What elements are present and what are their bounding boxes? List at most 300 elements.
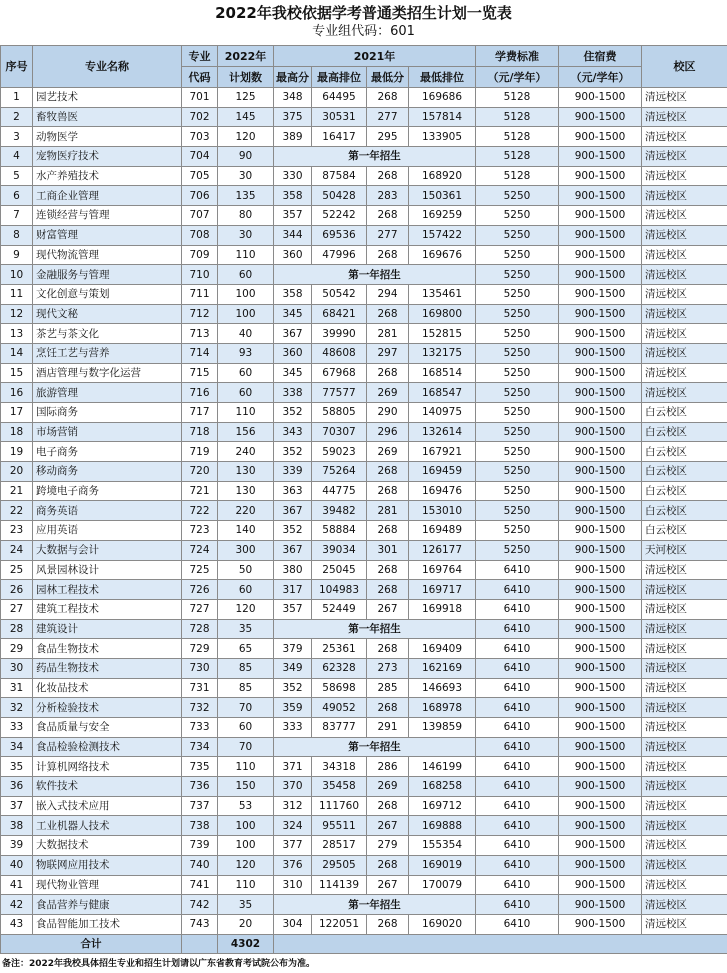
cell-seq: 4 [1,147,33,167]
cell-min-rank: 169259 [409,206,476,226]
cell-plan: 60 [218,580,274,600]
cell-seq: 21 [1,481,33,501]
cell-code: 712 [182,304,218,324]
cell-max-rank: 111760 [312,796,367,816]
cell-max-rank: 59023 [312,442,367,462]
cell-plan: 80 [218,206,274,226]
cell-tuition: 6410 [476,658,559,678]
cell-min-rank: 168514 [409,363,476,383]
table-row [1,855,727,875]
cell-max-score: 324 [274,816,312,836]
cell-plan: 300 [218,540,274,560]
cell-min-rank: 169489 [409,521,476,541]
cell-seq: 6 [1,186,33,206]
cell-campus: 清远校区 [642,560,727,580]
cell-tuition: 6410 [476,560,559,580]
cell-dorm: 900-1500 [559,88,642,108]
cell-max-rank: 44775 [312,481,367,501]
cell-min-score: 268 [367,462,409,482]
cell-plan: 145 [218,107,274,127]
cell-max-rank: 52242 [312,206,367,226]
cell-dorm: 900-1500 [559,777,642,797]
table-row [1,304,727,324]
cell-dorm: 900-1500 [559,304,642,324]
cell-min-rank: 157814 [409,107,476,127]
header-max-score: 最高分 [274,67,312,88]
cell-tuition: 6410 [476,777,559,797]
cell-dorm: 900-1500 [559,403,642,423]
cell-campus: 天河校区 [642,540,727,560]
cell-min-score: 290 [367,403,409,423]
table-row [1,678,727,698]
cell-code: 735 [182,757,218,777]
cell-plan: 60 [218,718,274,738]
cell-code: 716 [182,383,218,403]
cell-seq: 40 [1,855,33,875]
cell-code: 726 [182,580,218,600]
cell-seq: 12 [1,304,33,324]
cell-seq: 23 [1,521,33,541]
cell-plan: 100 [218,816,274,836]
cell-name: 嵌入式技术应用 [33,796,182,816]
cell-seq: 32 [1,698,33,718]
table-row [1,284,727,304]
cell-min-score: 291 [367,718,409,738]
cell-min-rank: 169020 [409,914,476,934]
cell-tuition: 6410 [476,796,559,816]
cell-campus: 清远校区 [642,777,727,797]
total-value: 4302 [218,934,274,953]
cell-min-score: 269 [367,383,409,403]
cell-max-score: 379 [274,639,312,659]
cell-code: 709 [182,245,218,265]
table-row [1,599,727,619]
cell-tuition: 6410 [476,855,559,875]
header-plan: 2022年 [218,46,274,67]
page-subtitle: 专业组代码：601 [312,24,415,39]
cell-code: 722 [182,501,218,521]
cell-campus: 白云校区 [642,403,727,423]
cell-max-rank: 70307 [312,422,367,442]
cell-name: 烹饪工艺与营养 [33,343,182,363]
cell-tuition: 6410 [476,639,559,659]
cell-name: 宠物医疗技术 [33,147,182,167]
table-row [1,206,727,226]
cell-plan: 240 [218,442,274,462]
cell-campus: 清远校区 [642,186,727,206]
cell-tuition: 5250 [476,462,559,482]
cell-name: 国际商务 [33,403,182,423]
cell-seq: 11 [1,284,33,304]
table-row [1,501,727,521]
table-row [1,521,727,541]
cell-min-rank: 168547 [409,383,476,403]
header-dorm: 住宿费 [559,46,642,67]
cell-code: 729 [182,639,218,659]
cell-max-score: 352 [274,678,312,698]
cell-max-score: 358 [274,186,312,206]
cell-code: 708 [182,225,218,245]
cell-plan: 150 [218,777,274,797]
cell-name: 商务英语 [33,501,182,521]
cell-max-rank: 104983 [312,580,367,600]
cell-max-rank: 16417 [312,127,367,147]
cell-min-rank: 169409 [409,639,476,659]
cell-seq: 38 [1,816,33,836]
cell-min-score: 277 [367,107,409,127]
cell-name: 园林工程技术 [33,580,182,600]
table-body [1,88,727,935]
cell-campus: 清远校区 [642,343,727,363]
cell-tuition: 6410 [476,599,559,619]
cell-name: 分析检验技术 [33,698,182,718]
cell-code: 731 [182,678,218,698]
cell-min-score: 268 [367,914,409,934]
table-row [1,757,727,777]
cell-plan: 100 [218,284,274,304]
cell-plan: 120 [218,127,274,147]
cell-dorm: 900-1500 [559,343,642,363]
cell-min-rank: 168978 [409,698,476,718]
cell-max-score: 344 [274,225,312,245]
cell-code: 702 [182,107,218,127]
cell-min-rank: 132614 [409,422,476,442]
header-name: 专业名称 [33,46,182,88]
cell-name: 食品检验检测技术 [33,737,182,757]
cell-seq: 19 [1,442,33,462]
header-tuition: 学费标准 [476,46,559,67]
cell-dorm: 900-1500 [559,698,642,718]
cell-min-score: 268 [367,166,409,186]
cell-name: 园艺技术 [33,88,182,108]
cell-min-score: 294 [367,284,409,304]
cell-code: 701 [182,88,218,108]
cell-seq: 15 [1,363,33,383]
cell-min-rank: 139859 [409,718,476,738]
cell-max-rank: 122051 [312,914,367,934]
cell-max-rank: 39990 [312,324,367,344]
cell-max-rank: 35458 [312,777,367,797]
table-row [1,639,727,659]
table-row [1,186,727,206]
cell-code: 730 [182,658,218,678]
cell-campus: 清远校区 [642,875,727,895]
cell-tuition: 6410 [476,737,559,757]
cell-max-score: 343 [274,422,312,442]
cell-code: 714 [182,343,218,363]
cell-max-score: 359 [274,698,312,718]
cell-max-score: 389 [274,127,312,147]
cell-max-rank: 25361 [312,639,367,659]
cell-seq: 16 [1,383,33,403]
cell-min-rank: 132175 [409,343,476,363]
cell-code: 710 [182,265,218,285]
header-plan-sub: 计划数 [218,67,274,88]
cell-max-score: 357 [274,599,312,619]
cell-campus: 清远校区 [642,737,727,757]
cell-max-rank: 95511 [312,816,367,836]
cell-min-rank: 169764 [409,560,476,580]
cell-campus: 清远校区 [642,580,727,600]
cell-max-score: 345 [274,363,312,383]
cell-name: 旅游管理 [33,383,182,403]
header-code-sub: 代码 [182,67,218,88]
cell-name: 应用英语 [33,521,182,541]
enrollment-plan-table [0,45,727,954]
cell-max-score: 352 [274,442,312,462]
cell-min-score: 268 [367,560,409,580]
cell-min-rank: 169918 [409,599,476,619]
cell-seq: 26 [1,580,33,600]
cell-campus: 清远校区 [642,324,727,344]
cell-plan: 60 [218,265,274,285]
cell-campus: 清远校区 [642,855,727,875]
cell-campus: 清远校区 [642,757,727,777]
cell-seq: 13 [1,324,33,344]
cell-plan: 93 [218,343,274,363]
cell-min-score: 269 [367,777,409,797]
cell-min-score: 268 [367,363,409,383]
cell-max-rank: 68421 [312,304,367,324]
cell-dorm: 900-1500 [559,895,642,915]
cell-max-score: 304 [274,914,312,934]
cell-dorm: 900-1500 [559,245,642,265]
table-row [1,737,727,757]
table-row [1,895,727,915]
cell-min-score: 267 [367,875,409,895]
cell-max-rank: 77577 [312,383,367,403]
cell-max-rank: 64495 [312,88,367,108]
cell-min-score: 268 [367,855,409,875]
cell-min-rank: 126177 [409,540,476,560]
cell-max-rank: 47996 [312,245,367,265]
header-2021: 2021年 [274,46,476,67]
cell-seq: 14 [1,343,33,363]
cell-dorm: 900-1500 [559,127,642,147]
cell-max-rank: 25045 [312,560,367,580]
cell-plan: 70 [218,737,274,757]
cell-campus: 清远校区 [642,304,727,324]
header-dorm-unit: （元/学年） [559,67,642,88]
cell-tuition: 5250 [476,383,559,403]
cell-plan: 85 [218,658,274,678]
cell-min-score: 268 [367,580,409,600]
cell-min-rank: 170079 [409,875,476,895]
cell-max-score: 352 [274,403,312,423]
cell-max-score: 377 [274,836,312,856]
cell-min-rank: 169459 [409,462,476,482]
cell-seq: 8 [1,225,33,245]
cell-max-rank: 58805 [312,403,367,423]
table-row [1,225,727,245]
cell-tuition: 6410 [476,678,559,698]
cell-max-score: 330 [274,166,312,186]
cell-dorm: 900-1500 [559,796,642,816]
header-min-score: 最低分 [367,67,409,88]
cell-code: 736 [182,777,218,797]
cell-name: 大数据与会计 [33,540,182,560]
table-row [1,442,727,462]
cell-min-score: 296 [367,422,409,442]
table-row [1,265,727,285]
cell-tuition: 5250 [476,540,559,560]
cell-max-score: 第一年招生 [274,147,476,167]
cell-plan: 20 [218,914,274,934]
cell-min-rank: 169686 [409,88,476,108]
cell-name: 电子商务 [33,442,182,462]
cell-code: 718 [182,422,218,442]
cell-dorm: 900-1500 [559,678,642,698]
cell-min-score: 295 [367,127,409,147]
cell-name: 水产养殖技术 [33,166,182,186]
cell-seq: 35 [1,757,33,777]
table-row [1,658,727,678]
cell-campus: 清远校区 [642,895,727,915]
cell-name: 现代物流管理 [33,245,182,265]
cell-campus: 清远校区 [642,698,727,718]
cell-max-score: 360 [274,245,312,265]
cell-code: 740 [182,855,218,875]
cell-max-rank: 39482 [312,501,367,521]
cell-code: 732 [182,698,218,718]
cell-dorm: 900-1500 [559,855,642,875]
cell-code: 706 [182,186,218,206]
cell-plan: 125 [218,88,274,108]
total-empty [274,934,727,953]
cell-min-rank: 152815 [409,324,476,344]
cell-code: 719 [182,442,218,462]
cell-plan: 40 [218,324,274,344]
cell-dorm: 900-1500 [559,324,642,344]
cell-tuition: 6410 [476,836,559,856]
cell-tuition: 6410 [476,580,559,600]
cell-tuition: 6410 [476,914,559,934]
cell-name: 工业机器人技术 [33,816,182,836]
table-row [1,422,727,442]
cell-max-score: 357 [274,206,312,226]
cell-max-score: 375 [274,107,312,127]
cell-dorm: 900-1500 [559,580,642,600]
cell-plan: 50 [218,560,274,580]
cell-campus: 清远校区 [642,796,727,816]
cell-min-rank: 169476 [409,481,476,501]
cell-seq: 31 [1,678,33,698]
cell-campus: 清远校区 [642,678,727,698]
cell-tuition: 5250 [476,324,559,344]
cell-max-score: 310 [274,875,312,895]
table-row [1,777,727,797]
cell-dorm: 900-1500 [559,836,642,856]
header-code: 专业 [182,46,218,67]
cell-code: 739 [182,836,218,856]
cell-dorm: 900-1500 [559,225,642,245]
cell-dorm: 900-1500 [559,363,642,383]
cell-max-score: 第一年招生 [274,619,476,639]
cell-max-score: 348 [274,88,312,108]
cell-plan: 70 [218,698,274,718]
cell-name: 酒店管理与数字化运营 [33,363,182,383]
cell-name: 连锁经营与管理 [33,206,182,226]
cell-code: 717 [182,403,218,423]
cell-min-rank: 169019 [409,855,476,875]
cell-name: 计算机网络技术 [33,757,182,777]
cell-min-rank: 169800 [409,304,476,324]
cell-max-score: 367 [274,540,312,560]
cell-seq: 7 [1,206,33,226]
cell-code: 727 [182,599,218,619]
cell-code: 721 [182,481,218,501]
cell-plan: 135 [218,186,274,206]
cell-campus: 清远校区 [642,599,727,619]
cell-campus: 白云校区 [642,442,727,462]
table-row [1,836,727,856]
cell-plan: 110 [218,245,274,265]
cell-code: 704 [182,147,218,167]
cell-campus: 白云校区 [642,481,727,501]
cell-plan: 120 [218,855,274,875]
cell-min-score: 268 [367,698,409,718]
cell-seq: 10 [1,265,33,285]
table-row [1,816,727,836]
cell-plan: 65 [218,639,274,659]
cell-dorm: 900-1500 [559,619,642,639]
cell-campus: 清远校区 [642,206,727,226]
cell-dorm: 900-1500 [559,147,642,167]
cell-plan: 130 [218,481,274,501]
cell-max-score: 339 [274,462,312,482]
cell-plan: 130 [218,462,274,482]
cell-min-score: 281 [367,501,409,521]
cell-dorm: 900-1500 [559,639,642,659]
table-row [1,914,727,934]
cell-seq: 41 [1,875,33,895]
cell-tuition: 5250 [476,403,559,423]
table-row [1,796,727,816]
cell-seq: 39 [1,836,33,856]
cell-max-score: 358 [274,284,312,304]
cell-dorm: 900-1500 [559,599,642,619]
cell-max-rank: 83777 [312,718,367,738]
cell-plan: 53 [218,796,274,816]
cell-seq: 29 [1,639,33,659]
cell-min-score: 286 [367,757,409,777]
cell-max-rank: 75264 [312,462,367,482]
cell-max-score: 第一年招生 [274,265,476,285]
cell-tuition: 5250 [476,284,559,304]
cell-max-score: 第一年招生 [274,737,476,757]
header-campus: 校区 [642,46,727,88]
cell-seq: 28 [1,619,33,639]
cell-max-score: 371 [274,757,312,777]
cell-min-score: 279 [367,836,409,856]
cell-name: 化妆品技术 [33,678,182,698]
cell-seq: 30 [1,658,33,678]
cell-max-score: 370 [274,777,312,797]
total-label: 合计 [1,934,182,953]
cell-dorm: 900-1500 [559,462,642,482]
cell-name: 跨境电子商务 [33,481,182,501]
cell-min-score: 268 [367,481,409,501]
cell-plan: 35 [218,895,274,915]
cell-seq: 36 [1,777,33,797]
cell-code: 743 [182,914,218,934]
cell-plan: 90 [218,147,274,167]
cell-campus: 清远校区 [642,619,727,639]
cell-campus: 清远校区 [642,658,727,678]
cell-plan: 30 [218,225,274,245]
cell-seq: 1 [1,88,33,108]
cell-code: 728 [182,619,218,639]
